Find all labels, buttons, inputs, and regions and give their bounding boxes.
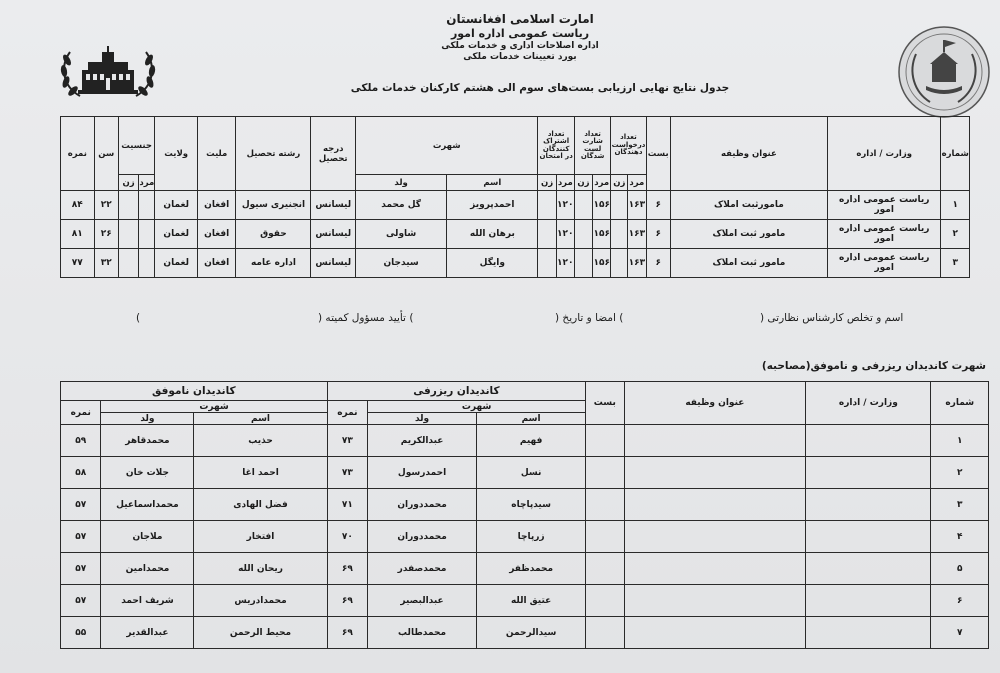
col-short-female: زن: [574, 175, 592, 191]
cell-grade: [586, 489, 624, 521]
col-edu-field: رشته تحصیل: [236, 117, 311, 191]
document-title: جدول نتایج نهایی ارزیابی بست‌های سوم الی هشتم کارکنان خدمات ملکی: [350, 82, 730, 94]
cell-grade: ۶: [646, 220, 670, 249]
cell-father: سیدجان: [356, 249, 447, 278]
cell-failed-name: حذیب: [194, 425, 327, 457]
cell-age: ۲۶: [94, 220, 118, 249]
reserve-failed-table: [60, 381, 989, 649]
cell-nationality: افغان: [197, 249, 236, 278]
cell-nationality: افغان: [197, 220, 236, 249]
failed-score: نمره: [61, 401, 101, 425]
cell-score: ۸۱: [61, 220, 95, 249]
col-province: ولایت: [155, 117, 198, 191]
cell-reserve-name: نسل: [477, 457, 586, 489]
cell-age: ۳۲: [94, 249, 118, 278]
cell-failed-name: محیط الرحمن: [194, 617, 327, 649]
col-gender-female: زن: [118, 175, 138, 191]
cell-exam-female: [538, 191, 556, 220]
cell-reserve-name: محمدظفر: [477, 553, 586, 585]
cell-father: گل محمد: [356, 191, 447, 220]
cell-reserve-father: عبدالبصیر: [368, 585, 477, 617]
failed-candidates-header: کاندیدان ناموفق: [61, 382, 328, 401]
col-ministry: وزارت / اداره: [827, 117, 941, 191]
cell-job: [624, 489, 806, 521]
cell-job: [624, 617, 806, 649]
cell-no: ۲: [941, 220, 970, 249]
table-row: [61, 249, 970, 278]
cell-grade: [586, 521, 624, 553]
cell-reserve-name: سیدپاچاه: [477, 489, 586, 521]
cell-apps-male: ۱۶۳: [628, 220, 646, 249]
cell-short-female: [574, 220, 592, 249]
cell-ministry: [806, 425, 931, 457]
document-header: [300, 12, 740, 63]
cell-failed-score: ۵۸: [61, 457, 101, 489]
cell-failed-score: ۵۹: [61, 425, 101, 457]
cell-failed-name: محمدادریس: [194, 585, 327, 617]
reserve-name: اسم: [477, 413, 586, 425]
cell-failed-name: افتخار: [194, 521, 327, 553]
col-exam-male: مرد: [556, 175, 574, 191]
cell-gender-female: [118, 249, 138, 278]
col-gender-male: مرد: [139, 175, 155, 191]
cell-ministry: [806, 585, 931, 617]
cell-short-male: ۱۵۶: [593, 220, 611, 249]
cell-gender-female: [118, 191, 138, 220]
cell-reserve-score: ۶۹: [327, 617, 367, 649]
cell-short-female: [574, 249, 592, 278]
cell-failed-father: محمداسماعیل: [101, 489, 194, 521]
cell-job: [624, 553, 806, 585]
committee-approval-label: ) تأیید مسؤول کمیته (: [318, 312, 414, 324]
cell-job: مامور ثبت املاک: [670, 220, 827, 249]
cell-field: انجنیری سیول: [236, 191, 311, 220]
col-gender: جنسیت: [118, 117, 154, 175]
header-line-directorate: ریاست عمومی اداره امور: [450, 27, 590, 40]
cell-apps-female: [611, 249, 628, 278]
cell-reserve-name: سیدالرحمن: [477, 617, 586, 649]
cell-failed-score: ۵۷: [61, 585, 101, 617]
table-row: [61, 521, 989, 553]
col-edu-degree: درجه تحصیل: [311, 117, 356, 191]
cell-apps-male: ۱۶۳: [628, 191, 646, 220]
reserve-identity: شهرت: [368, 401, 586, 413]
cell-failed-father: شریف احمد: [101, 585, 194, 617]
cell-no: ۱: [941, 191, 970, 220]
cell-name: وایگل: [447, 249, 538, 278]
cell-reserve-name: فهیم: [477, 425, 586, 457]
cell-ministry: [806, 457, 931, 489]
cell-apps-female: [611, 191, 628, 220]
table-row: [61, 585, 989, 617]
cell-field: اداره عامه: [236, 249, 311, 278]
cell-failed-score: ۵۷: [61, 553, 101, 585]
cell-reserve-father: محمدطالب: [368, 617, 477, 649]
col-exam-female: زن: [538, 175, 556, 191]
cell-degree: لیسانس: [311, 249, 356, 278]
sign-date-label: ) امضا و تاریخ (: [555, 312, 624, 324]
col-grade: بست: [646, 117, 670, 191]
header-line-board: بورد تعیینات خدمات ملکی: [463, 52, 577, 62]
cell-grade: ۶: [646, 191, 670, 220]
cell-job: [624, 521, 806, 553]
col-total-applicants: تعداد درخواست دهندگان: [611, 117, 646, 175]
cell-ministry: ریاست عمومی اداره امور: [827, 220, 941, 249]
cell-degree: لیسانس: [311, 191, 356, 220]
cell-reserve-father: محمدصفدر: [368, 553, 477, 585]
col-apps-male: مرد: [628, 175, 646, 191]
cell-gender-female: [118, 220, 138, 249]
col-job-title: عنوان وظیفه: [670, 117, 827, 191]
cell-grade: [586, 585, 624, 617]
col-identity: شهرت: [356, 117, 538, 175]
col-age: سن: [94, 117, 118, 191]
cell-exam-female: [538, 249, 556, 278]
cell-degree: لیسانس: [311, 220, 356, 249]
table-row: [61, 457, 989, 489]
cell-ministry: ریاست عمومی اداره امور: [827, 249, 941, 278]
reserve-score: نمره: [327, 401, 367, 425]
cell-short-male: ۱۵۶: [593, 191, 611, 220]
cell-job: مامورثبت املاک: [670, 191, 827, 220]
palace-emblem-icon: [58, 44, 158, 102]
cell-reserve-score: ۷۱: [327, 489, 367, 521]
col-father: ولد: [356, 175, 447, 191]
cell-no: ۵: [931, 553, 989, 585]
cell-failed-score: ۵۷: [61, 489, 101, 521]
cell-ministry: [806, 617, 931, 649]
col-nationality: ملیت: [197, 117, 236, 191]
cell-exam-male: ۱۲۰: [556, 191, 574, 220]
cell-age: ۲۲: [94, 191, 118, 220]
cell-ministry: ریاست عمومی اداره امور: [827, 191, 941, 220]
cell-grade: [586, 425, 624, 457]
reserve-candidates-header: کاندیدان ریزرفی: [327, 382, 585, 401]
cell-job: [624, 425, 806, 457]
cell-failed-score: ۵۵: [61, 617, 101, 649]
cell-gender-male: [139, 220, 155, 249]
cell-exam-male: ۱۲۰: [556, 249, 574, 278]
cell-failed-father: ملاجان: [101, 521, 194, 553]
cell-reserve-father: عبدالکریم: [368, 425, 477, 457]
col-apps-female: زن: [611, 175, 628, 191]
header-line-reform: اداره اصلاحات اداری و خدمات ملکی: [441, 40, 599, 51]
results-table: [60, 116, 970, 278]
cell-short-female: [574, 191, 592, 220]
cell-no: ۳: [931, 489, 989, 521]
cell-no: ۷: [931, 617, 989, 649]
cell-gender-male: [139, 249, 155, 278]
cell-reserve-score: ۶۹: [327, 553, 367, 585]
table-row: [61, 220, 970, 249]
cell-failed-father: عبدالقدیر: [101, 617, 194, 649]
cell-failed-father: جلات خان: [101, 457, 194, 489]
cell-no: ۳: [941, 249, 970, 278]
cell-no: ۴: [931, 521, 989, 553]
cell-job: [624, 457, 806, 489]
cell-no: ۲: [931, 457, 989, 489]
committee-approval-close: ): [136, 312, 141, 324]
expert-name-label: اسم و تخلص کارشناس نظارتی (: [760, 312, 904, 324]
cell-score: ۷۷: [61, 249, 95, 278]
table-row: [61, 617, 989, 649]
cell-father: شاولی: [356, 220, 447, 249]
failed-identity: شهرت: [101, 401, 327, 413]
cell-no: ۶: [931, 585, 989, 617]
col-name: اسم: [447, 175, 538, 191]
cell-exam-female: [538, 220, 556, 249]
cell-reserve-score: ۶۹: [327, 585, 367, 617]
cell-score: ۸۴: [61, 191, 95, 220]
cell-grade: [586, 617, 624, 649]
table-row: [61, 553, 989, 585]
cell-failed-name: ریحان الله: [194, 553, 327, 585]
cell-failed-father: محمدقاهر: [101, 425, 194, 457]
cell-reserve-father: احمدرسول: [368, 457, 477, 489]
cell-reserve-father: محمددوران: [368, 521, 477, 553]
cell-apps-female: [611, 220, 628, 249]
col-shortlisted: تعداد شارت لست شدگان: [574, 117, 610, 175]
cell-reserve-name: عتیق الله: [477, 585, 586, 617]
cell-failed-name: فضل الهادی: [194, 489, 327, 521]
cell-grade: [586, 553, 624, 585]
table-row: [61, 489, 989, 521]
cell-failed-name: احمد اغا: [194, 457, 327, 489]
cell-reserve-score: ۷۳: [327, 425, 367, 457]
cell-reserve-father: محمددوران: [368, 489, 477, 521]
reserve-father: ولد: [368, 413, 477, 425]
failed-name: اسم: [194, 413, 327, 425]
col-job-title: عنوان وظیفه: [624, 382, 806, 425]
cell-reserve-name: زرپاچا: [477, 521, 586, 553]
col-no: شماره: [941, 117, 970, 191]
col-ministry: وزارت / اداره: [806, 382, 931, 425]
cell-ministry: [806, 489, 931, 521]
cell-short-male: ۱۵۶: [593, 249, 611, 278]
cell-name: برهان الله: [447, 220, 538, 249]
state-seal-icon: [896, 24, 992, 120]
cell-failed-score: ۵۷: [61, 521, 101, 553]
col-no: شماره: [931, 382, 989, 425]
col-grade: بست: [586, 382, 624, 425]
section-title-reserve-failed: شهرت کاندیدان ریزرفی و ناموفق(مصاحبه): [761, 360, 986, 372]
col-score: نمره: [61, 117, 95, 191]
cell-job: [624, 585, 806, 617]
cell-name: احمدپرویز: [447, 191, 538, 220]
table-row: [61, 425, 989, 457]
cell-gender-male: [139, 191, 155, 220]
failed-father: ولد: [101, 413, 194, 425]
cell-failed-father: محمدامین: [101, 553, 194, 585]
cell-province: لغمان: [155, 191, 198, 220]
col-short-male: مرد: [593, 175, 611, 191]
cell-field: حقوق: [236, 220, 311, 249]
header-line-emirate: امارت اسلامی افغانستان: [446, 12, 594, 26]
cell-ministry: [806, 553, 931, 585]
cell-no: ۱: [931, 425, 989, 457]
cell-grade: [586, 457, 624, 489]
table-row: [61, 191, 970, 220]
cell-province: لغمان: [155, 220, 198, 249]
cell-grade: ۶: [646, 249, 670, 278]
cell-reserve-score: ۷۰: [327, 521, 367, 553]
cell-ministry: [806, 521, 931, 553]
cell-province: لغمان: [155, 249, 198, 278]
cell-nationality: افغان: [197, 191, 236, 220]
cell-exam-male: ۱۲۰: [556, 220, 574, 249]
cell-job: مامور ثبت املاک: [670, 249, 827, 278]
cell-reserve-score: ۷۳: [327, 457, 367, 489]
col-exam-participants: تعداد اشتراک کنندگان در امتحان: [538, 117, 574, 175]
cell-apps-male: ۱۶۳: [628, 249, 646, 278]
